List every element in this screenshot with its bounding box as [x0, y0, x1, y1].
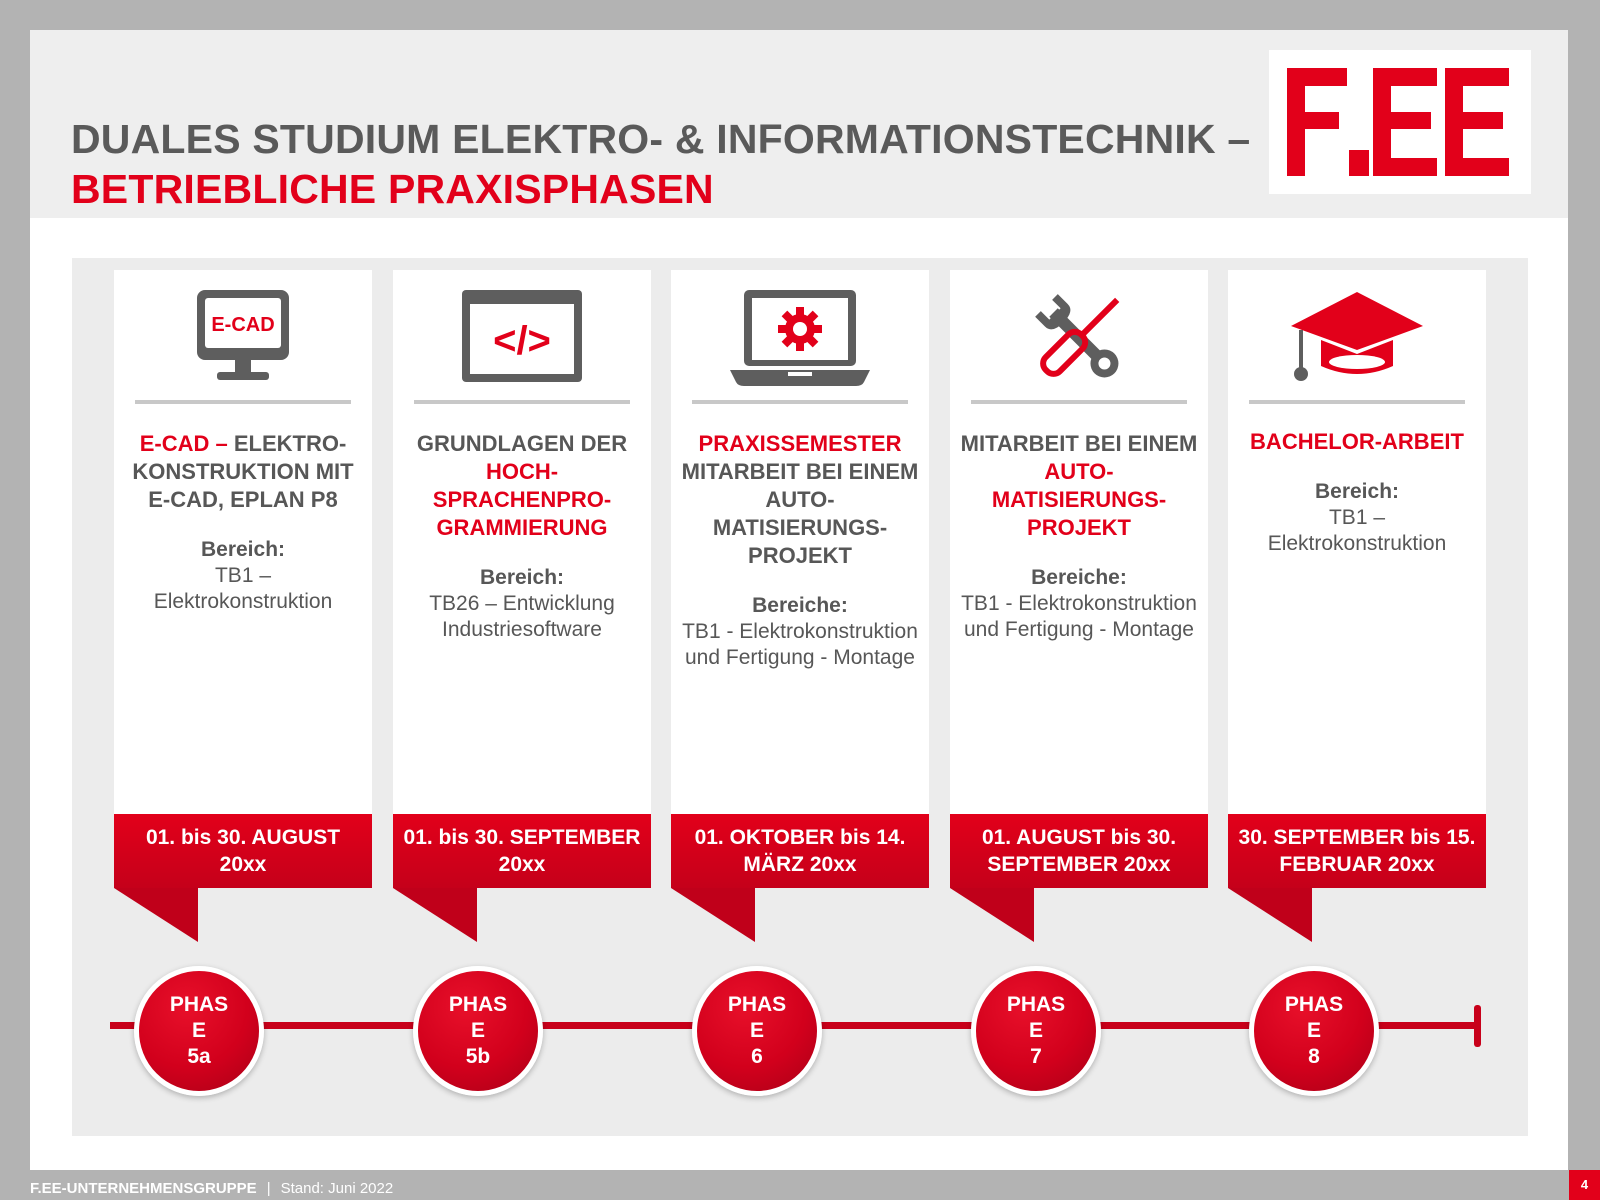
card-area-label: Bereich: [1314, 480, 1400, 503]
phase-card-5a [114, 270, 372, 840]
timeline-end-cap [1474, 1005, 1481, 1047]
footer-separator: | [266, 1180, 271, 1197]
title-line-2: BETRIEBLICHE PRAXISPHASEN [71, 166, 714, 212]
card-heading-gray: MITARBEIT BEI EINEM [960, 431, 1198, 456]
card-heading-red: BACHELOR-ARBEIT [1250, 429, 1464, 454]
banner-flag [1228, 888, 1312, 942]
card-text [403, 430, 641, 643]
card-heading-red: PRAXISSEMESTER [698, 431, 902, 456]
phase-marker-7: PHASE 7 [971, 966, 1101, 1096]
card-area-value: TB1 – Elektrokonstruktion [1267, 506, 1447, 555]
date-banner-7: 01. AUGUST bis 30. SEPTEMBER 20xx [950, 814, 1208, 888]
banner-flag [671, 888, 755, 942]
card-area-label: Bereich: [479, 566, 565, 589]
card-divider [414, 400, 630, 404]
footer [30, 1178, 393, 1200]
card-heading-red: HOCH-SPRACHENPRO-GRAMMIERUNG [432, 459, 612, 540]
phase-marker-5a: PHASE 5a [134, 966, 264, 1096]
card-area-value: TB26 – Entwicklung Industriesoftware [429, 592, 615, 641]
banner-flag [393, 888, 477, 942]
card-area-value: TB1 - Elektrokonstruktion und Fertigung - Montage [682, 620, 918, 669]
page-number: 4 [1569, 1170, 1600, 1200]
date-banner-8: 30. SEPTEMBER bis 15. FEBRUAR 20xx [1228, 814, 1486, 888]
fee-logo-mark [1269, 50, 1531, 194]
card-area-label: Bereich: [200, 538, 286, 561]
phase-marker-5b: PHASE 5b [413, 966, 543, 1096]
laptop-gear-icon [671, 288, 929, 388]
card-area-label: Bereiche: [752, 594, 848, 617]
card-text [681, 430, 919, 671]
wrench-screwdriver-icon [950, 288, 1208, 388]
card-text [124, 430, 362, 615]
page-title [71, 114, 1250, 214]
phase-marker-8: PHASE 8 [1249, 966, 1379, 1096]
footer-status: Stand: Juni 2022 [280, 1180, 394, 1197]
svg-text:E-CAD: E-CAD [211, 314, 275, 336]
title-line-1: DUALES STUDIUM ELEKTRO- & INFORMATIONSTECHNIK – [71, 116, 1251, 162]
ecad-monitor-icon [114, 288, 372, 388]
phase-marker-6: PHASE 6 [692, 966, 822, 1096]
svg-text:</>: </> [493, 319, 551, 363]
date-banner-5a: 01. bis 30. AUGUST 20xx [114, 814, 372, 888]
code-window-icon [393, 288, 651, 388]
phase-card-8 [1228, 270, 1486, 840]
card-text [960, 430, 1198, 643]
graduation-cap-icon [1228, 288, 1486, 388]
card-divider [971, 400, 1187, 404]
date-banner-5b: 01. bis 30. SEPTEMBER 20xx [393, 814, 651, 888]
card-divider [692, 400, 908, 404]
card-divider [135, 400, 351, 404]
card-heading-gray: ELEKTRO-KONSTRUKTION MIT E-CAD, EPLAN P8 [132, 431, 354, 512]
footer-company: F.EE-UNTERNEHMENSGRUPPE [30, 1180, 257, 1197]
card-divider [1249, 400, 1465, 404]
timeline-start [110, 1022, 132, 1029]
card-heading-gray: MITARBEIT BEI EINEM AUTO-MATISIERUNGS-PROJEKT [681, 459, 919, 568]
fee-logo [1269, 50, 1531, 194]
phase-card-7 [950, 270, 1208, 840]
card-text [1238, 428, 1476, 557]
banner-flag [950, 888, 1034, 942]
banner-flag [114, 888, 198, 942]
card-area-value: TB1 - Elektrokonstruktion und Fertigung - Montage [961, 592, 1197, 641]
card-heading-red: AUTO-MATISIERUNGS-PROJEKT [991, 459, 1167, 540]
card-area-label: Bereiche: [1031, 566, 1127, 589]
card-heading-red: E-CAD – [139, 431, 228, 456]
card-heading-gray: GRUNDLAGEN DER [416, 431, 628, 456]
date-banner-6: 01. OKTOBER bis 14. MÄRZ 20xx [671, 814, 929, 888]
card-area-value: TB1 – Elektrokonstruktion [153, 564, 333, 613]
phase-card-6 [671, 270, 929, 840]
phase-card-5b [393, 270, 651, 840]
